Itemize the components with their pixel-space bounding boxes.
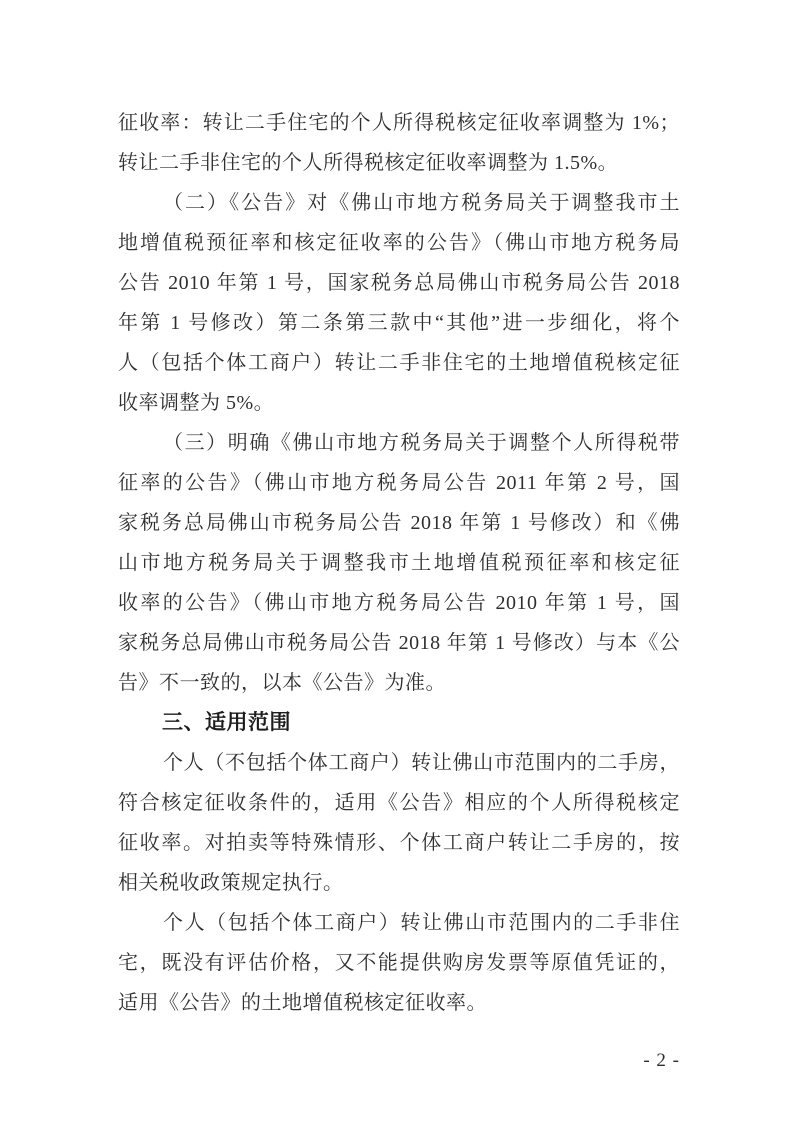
text-line: 人（包括个体工商户）转让二手非住宅的土地增值税核定征 [118,352,680,374]
text-line: （二）《公告》对《佛山市地方税务局关于调整我市土 [163,192,680,214]
text-line: 年第 1 号修改）第二条第三款中“其他”进一步细化，将个 [118,312,680,334]
text-line: 宅，既没有评估价格，又不能提供购房发票等原值凭证的， [118,952,680,974]
text-line: 告》不一致的，以本《公告》为准。 [118,672,446,694]
text-line: 符合核定征收条件的，适用《公告》相应的个人所得税核定 [118,792,680,814]
text-line: 个人（包括个体工商户）转让佛山市范围内的二手非住 [163,912,680,934]
document-lines [118,103,680,1023]
text-line: 山市地方税务局关于调整我市土地增值税预征率和核定征 [118,552,680,574]
document-content [118,103,680,1072]
text-line: 家税务总局佛山市税务局公告 2018 年第 1 号修改）与本《公 [118,632,680,654]
text-line: 收率调整为 5%。 [118,392,275,414]
page-number: - 2 - [643,1050,680,1071]
text-line: 公告 2010 年第 1 号，国家税务总局佛山市税务局公告 2018 [118,272,680,294]
section-heading: 三、适用范围 [162,711,291,734]
text-line: 地增值税预征率和核定征收率的公告》（佛山市地方税务局 [118,232,680,254]
text-line: 个人（不包括个体工商户）转让佛山市范围内的二手房， [163,752,680,774]
text-line: 征率的公告》（佛山市地方税务局公告 2011 年第 2 号，国 [118,472,680,494]
text-line: 相关税收政策规定执行。 [118,872,344,894]
text-line: 收率的公告》（佛山市地方税务局公告 2010 年第 1 号，国 [118,592,680,614]
text-line: 征收率：转让二手住宅的个人所得税核定征收率调整为 1%； [118,112,680,134]
text-line: 征收率。对拍卖等特殊情形、个体工商户转让二手房的，按 [118,832,680,854]
text-line: 家税务总局佛山市税务局公告 2018 年第 1 号修改）和《佛 [118,512,680,534]
text-line: 转让二手非住宅的个人所得税核定征收率调整为 1.5%。 [118,152,619,174]
text-line: （三）明确《佛山市地方税务局关于调整个人所得税带 [163,432,680,454]
text-line: 适用《公告》的土地增值税核定征收率。 [118,992,487,1014]
